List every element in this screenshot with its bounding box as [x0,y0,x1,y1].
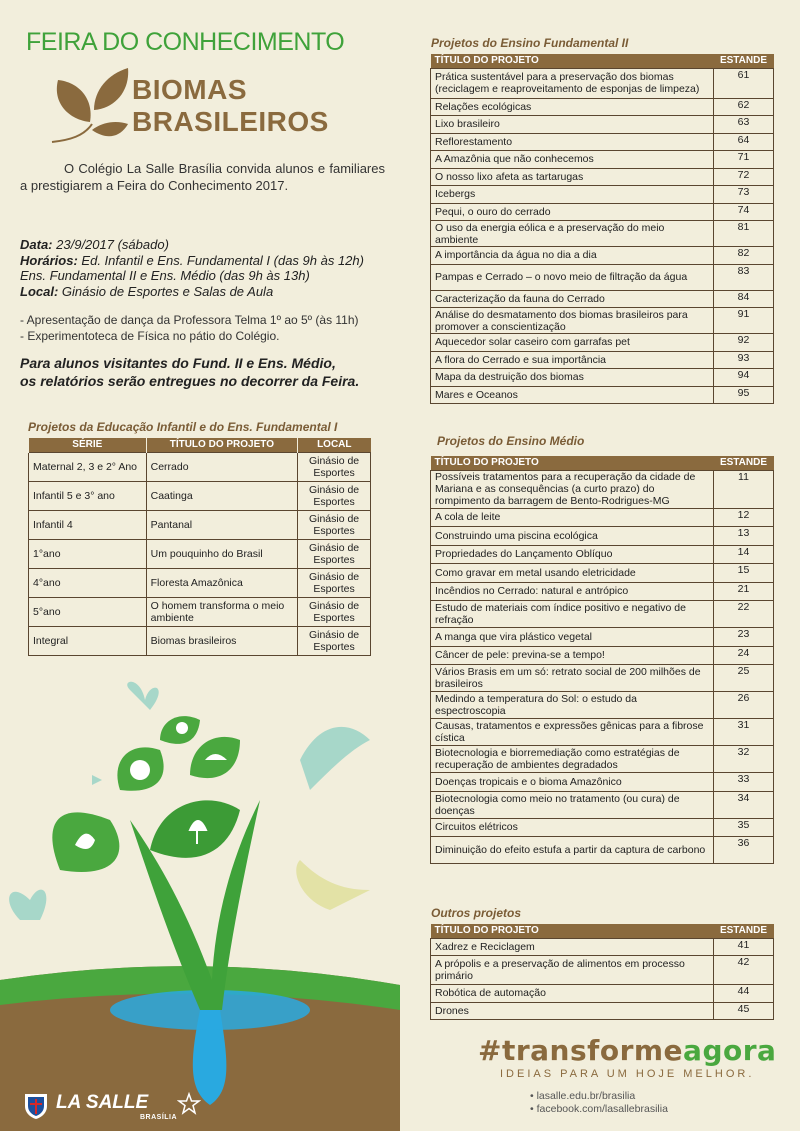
table-row [431,985,774,1003]
table-cell: 1°ano [29,539,147,568]
table-cell: 11 [714,470,774,508]
table-cell: Um pouquinho do Brasil [146,539,297,568]
table-row [431,116,774,134]
table-cell: Relações ecológicas [431,98,714,116]
table-cell: 4°ano [29,568,147,597]
table-cell: Circuitos elétricos [431,818,714,837]
infantil-table [28,438,371,656]
table-cell: O homem transforma o meio ambiente [146,597,297,626]
medio-section-title: Projetos do Ensino Médio [437,434,585,448]
table-cell: 32 [714,746,774,773]
event-info [20,237,400,299]
table-cell: Mares e Oceanos [431,386,714,404]
table-row [431,369,774,387]
table-cell: Maternal 2, 3 e 2° Ano [29,452,147,481]
table-cell: Drones [431,1002,714,1020]
table-cell: Infantil 4 [29,510,147,539]
table-row [431,582,774,601]
activities-list [20,312,359,344]
table-cell: Propriedades do Lançamento Oblíquo [431,545,714,564]
data-label: Data: [20,237,53,252]
table-cell: 41 [714,938,774,956]
table-row [431,564,774,583]
table-row [431,791,774,818]
table-cell: 25 [714,665,774,692]
table-cell: A Amazônia que não conhecemos [431,151,714,169]
table-row [431,938,774,956]
table-cell: 31 [714,719,774,746]
medio-table [430,456,774,864]
tree-illustration [0,680,400,1131]
column-header: TÍTULO DO PROJETO [431,924,714,938]
table-cell: 84 [714,290,774,308]
column-header: SÉRIE [29,438,147,452]
table-cell: Aquecedor solar caseiro com garrafas pet [431,334,714,352]
logo-sub: BRASÍLIA [140,1114,178,1121]
column-header: LOCAL [298,438,371,452]
table-cell: Câncer de pele: previna-se a tempo! [431,646,714,665]
table-cell: Construindo uma piscina ecológica [431,527,714,546]
table-cell: Pampas e Cerrado – o novo meio de filtração da água [431,264,714,290]
facebook-link[interactable]: • facebook.com/lasallebrasilia [530,1103,668,1115]
butterfly-icon [9,890,46,920]
table-cell: Diminuição do efeito estufa a partir da captura de carbono [431,837,714,864]
column-header: TÍTULO DO PROJETO [431,54,714,68]
table-cell: 94 [714,369,774,387]
hashtag-part-2: agora [683,1034,777,1067]
table-cell: Mapa da destruição dos biomas [431,369,714,387]
table-cell: 83 [714,264,774,290]
table-cell: Ginásio de Esportes [298,626,371,655]
table-row [431,247,774,265]
table-cell: 24 [714,646,774,665]
table-cell: Biotecnologia e biorremediação como estratégias de recuperação de ambientes degradados [431,746,714,773]
table-row [431,334,774,352]
table-cell: Ginásio de Esportes [298,510,371,539]
table-cell: 64 [714,133,774,151]
table-cell: Possíveis tratamentos para a recuperação da cidade de Mariana e as consequências (a curto prazo) do rompimento da barragem de Bento-Rodrigues-MG [431,470,714,508]
table-row [431,203,774,221]
local-value: Ginásio de Esportes e Salas de Aula [61,283,274,299]
table-cell: A importância da água no dia a dia [431,247,714,265]
table-row [431,601,774,628]
table-cell: 61 [714,68,774,98]
event-title: FEIRA DO CONHECIMENTO [26,28,345,56]
table-row [431,545,774,564]
intro-text: O Colégio La Salle Brasília convida alunos e familiares a prestigiarem a Feira do Conhecimento 2017. [20,161,385,193]
table-row [29,568,371,597]
table-row [431,351,774,369]
table-cell: Xadrez e Reciclagem [431,938,714,956]
small-tree-icon [176,722,188,734]
hashtag-part-1: #transforme [478,1034,684,1067]
table-cell: Ginásio de Esportes [298,539,371,568]
column-header: TÍTULO DO PROJETO [431,456,714,470]
activity-item: - Experimentoteca de Física no pátio do Colégio. [20,329,280,343]
table-row [431,746,774,773]
table-cell: 63 [714,116,774,134]
table-cell: A flora do Cerrado e sua importância [431,351,714,369]
table-cell: Ginásio de Esportes [298,597,371,626]
local-label: Local: [20,283,59,299]
leaves-logo-icon [50,60,130,145]
table-cell: 35 [714,818,774,837]
table-cell: Análise do desmatamento dos biomas brasileiros para promover a conscientização [431,308,714,334]
website-link[interactable]: • lasalle.edu.br/brasilia [530,1090,636,1102]
table-row [431,628,774,647]
table-cell: Prática sustentável para a preservação dos biomas (reciclagem e reaproveitamento de esponjas de limpeza) [431,68,714,98]
star-icon [177,1092,201,1116]
table-row [431,956,774,985]
table-cell: 92 [714,334,774,352]
table-row [431,98,774,116]
la-salle-logo [22,1090,242,1122]
table-row [431,290,774,308]
table-cell: A própolis e a preservação de alimentos em processo primário [431,956,714,985]
globe-icon [130,760,150,780]
table-cell: 42 [714,956,774,985]
table-cell: Pantanal [146,510,297,539]
table-row [431,308,774,334]
table-cell: 74 [714,203,774,221]
table-cell: O nosso lixo afeta as tartarugas [431,168,714,186]
hashtag [478,1034,776,1067]
table-cell: Estudo de materiais com índice positivo e negativo de refração [431,601,714,628]
table-cell: Causas, tratamentos e expressões gênicas para a fibrose cística [431,719,714,746]
theme-line-1: BIOMAS [132,74,247,105]
table-cell: 5°ano [29,597,147,626]
table-row [431,837,774,864]
links [530,1090,668,1116]
table-cell: 44 [714,985,774,1003]
table-cell: Floresta Amazônica [146,568,297,597]
table-cell: O uso da energia eólica e a preservação do meio ambiente [431,221,714,247]
table-cell: Caatinga [146,481,297,510]
table-cell: Biotecnologia como meio no tratamento (ou cura) de doenças [431,791,714,818]
table-cell: 73 [714,186,774,204]
table-cell: 34 [714,791,774,818]
table-cell: 22 [714,601,774,628]
table-cell: 15 [714,564,774,583]
table-cell: 36 [714,837,774,864]
table-cell: Integral [29,626,147,655]
horarios-value-2: Ens. Fundamental II e Ens. Médio (das 9h às 13h) [20,268,310,283]
table-cell: A cola de leite [431,508,714,527]
table-cell: 14 [714,545,774,564]
table-row [431,470,774,508]
table-cell: 12 [714,508,774,527]
table-row [29,481,371,510]
infantil-section-title: Projetos da Educação Infantil e do Ens. Fundamental I [28,420,338,434]
logo-name: LA SALLE [56,1092,149,1113]
table-cell: 81 [714,221,774,247]
swallow-icon [296,860,370,910]
table-row [431,719,774,746]
table-row [29,539,371,568]
table-row [431,264,774,290]
bird-icon [300,727,370,790]
table-row [29,452,371,481]
table-row [431,186,774,204]
fundamental-table [430,54,774,404]
data-value: 23/9/2017 (sábado) [56,237,169,252]
table-cell: Ginásio de Esportes [298,568,371,597]
table-cell: 95 [714,386,774,404]
horarios-label: Horários: [20,252,78,268]
table-cell: 23 [714,628,774,647]
visitors-note [20,354,359,390]
table-row [431,1002,774,1020]
table-row [431,527,774,546]
table-cell: Medindo a temperatura do Sol: o estudo da espectroscopia [431,692,714,719]
table-cell: Reflorestamento [431,133,714,151]
table-cell: Pequi, o ouro do cerrado [431,203,714,221]
table-row [431,818,774,837]
table-cell: Doenças tropicais e o bioma Amazônico [431,773,714,792]
table-cell: 71 [714,151,774,169]
table-cell: Ginásio de Esportes [298,452,371,481]
table-cell: Vários Brasis em um só: retrato social de 200 milhões de brasileiros [431,665,714,692]
table-row [29,626,371,655]
theme-line-2: BRASILEIROS [132,106,329,137]
outros-section-title: Outros projetos [431,906,522,920]
slogan: IDEIAS PARA UM HOJE MELHOR. [500,1068,755,1080]
table-cell: Robótica de automação [431,985,714,1003]
visitors-note-line-1: Para alunos visitantes do Fund. II e Ens. Médio, [20,355,336,371]
table-row [431,133,774,151]
table-cell: 82 [714,247,774,265]
table-row [29,510,371,539]
theme-title [132,74,329,138]
table-row [431,168,774,186]
table-cell: Lixo brasileiro [431,116,714,134]
hummingbird-icon [92,775,102,785]
horarios-value-1: Ed. Infantil e Ens. Fundamental I (das 9h às 12h) [81,252,364,268]
table-row [431,665,774,692]
column-header: ESTANDE [714,456,774,470]
table-cell: Caracterização da fauna do Cerrado [431,290,714,308]
table-row [431,692,774,719]
fundamental-section-title: Projetos do Ensino Fundamental II [431,36,629,50]
table-cell: 21 [714,582,774,601]
table-row [431,386,774,404]
table-cell: Como gravar em metal usando eletricidade [431,564,714,583]
table-row [431,68,774,98]
table-cell: A manga que vira plástico vegetal [431,628,714,647]
table-cell: Biomas brasileiros [146,626,297,655]
shield-icon [22,1092,50,1120]
table-cell: 91 [714,308,774,334]
table-cell: Icebergs [431,186,714,204]
table-row [431,508,774,527]
table-cell: 62 [714,98,774,116]
butterfly-icon [127,682,158,710]
table-cell: Infantil 5 e 3° ano [29,481,147,510]
column-header: ESTANDE [714,54,774,68]
visitors-note-line-2: os relatórios serão entregues no decorrer da Feira. [20,373,360,389]
activity-item: - Apresentação de dança da Professora Telma 1º ao 5º (às 11h) [20,313,359,327]
table-cell: Ginásio de Esportes [298,481,371,510]
table-cell: 13 [714,527,774,546]
column-header: ESTANDE [714,924,774,938]
outros-table [430,924,774,1020]
table-cell: 26 [714,692,774,719]
table-cell: 45 [714,1002,774,1020]
table-cell: 93 [714,351,774,369]
table-row [431,221,774,247]
column-header: TÍTULO DO PROJETO [146,438,297,452]
table-row [431,151,774,169]
table-row [431,646,774,665]
table-cell: 72 [714,168,774,186]
table-cell: 33 [714,773,774,792]
table-row [29,597,371,626]
table-cell: Cerrado [146,452,297,481]
table-cell: Incêndios no Cerrado: natural e antrópico [431,582,714,601]
table-row [431,773,774,792]
